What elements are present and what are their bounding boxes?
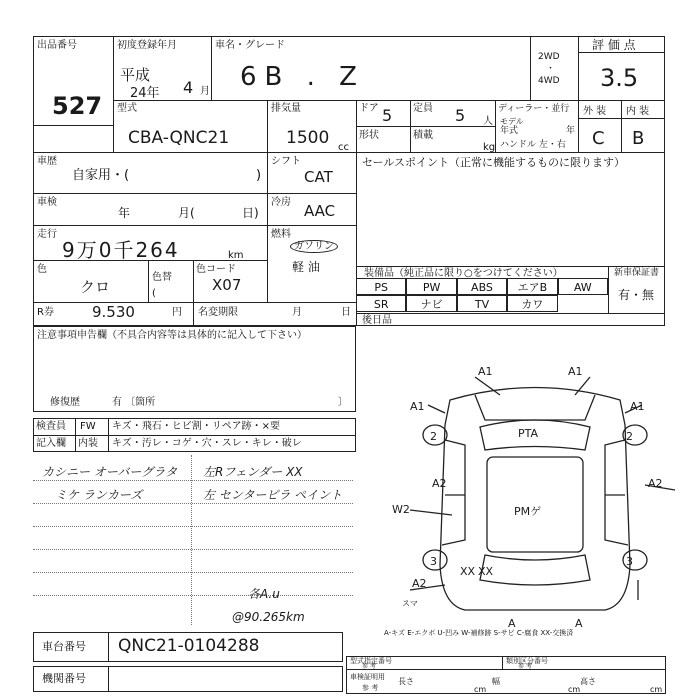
cert-label: 車検証明用	[350, 673, 385, 681]
divider	[33, 302, 356, 303]
model-label: 型式	[117, 103, 137, 114]
doors-label: ドア	[359, 103, 379, 114]
divider	[578, 52, 665, 53]
name-change-label: 名変期限	[198, 307, 238, 318]
inspection-year: 年	[118, 206, 131, 220]
first-reg-label: 初度登録年月	[117, 40, 177, 51]
divider	[502, 656, 503, 669]
divider	[621, 100, 622, 152]
repaint-label: 色替	[152, 272, 172, 283]
kg-unit: kg	[483, 142, 496, 153]
equipment-item: SR	[356, 295, 406, 312]
cc-unit: cc	[338, 142, 349, 153]
recycle-value: 9.530	[92, 303, 135, 321]
inspector-label: 検査員	[36, 421, 66, 432]
damage-mark: PMゲ	[514, 505, 542, 518]
equipment-item: AW	[558, 278, 608, 295]
divider	[148, 260, 149, 302]
person-unit: 人	[483, 116, 493, 127]
length-cm: cm	[474, 685, 487, 694]
fuel-gas: ガソリン	[290, 240, 338, 253]
history-paren: )	[256, 168, 262, 183]
damage-mark: A1	[568, 365, 583, 378]
carname-label: 車名・グレード	[215, 40, 285, 51]
sales-point-label: セールスポイント（正常に機能するものに限ります）	[362, 156, 626, 169]
divider	[113, 36, 114, 152]
class-label: 類別区分番号	[506, 657, 548, 665]
cert-ref: 参 考	[362, 684, 379, 692]
divider	[193, 260, 194, 302]
comment-6: @90.265km	[232, 610, 305, 624]
damage-mark: A1	[630, 400, 645, 413]
divider	[578, 118, 665, 119]
repair-value: 有 〔箇所	[112, 397, 156, 408]
exterior-grade: C	[592, 128, 605, 149]
divider	[346, 669, 666, 670]
chassis-label: 車台番号	[42, 640, 86, 653]
damage-legend: A-キズ E-エクボ U-凹み W-補修跡 S-サビ C-腐食 XX-交換済	[384, 629, 574, 637]
interior-label: 内 装	[626, 106, 650, 117]
model-year-label2: 年式	[500, 126, 519, 136]
divider	[33, 125, 113, 126]
damage-mark: XX	[460, 565, 476, 578]
comment-4: 左 センターピラ ペイント	[203, 488, 343, 502]
damage-mark: A2	[432, 477, 447, 490]
comment-1: カシニー オーバーグラタ	[42, 465, 178, 479]
reg-month: 4	[183, 78, 194, 97]
divider	[75, 418, 76, 452]
entry-label: 記入欄	[36, 438, 66, 449]
divider	[578, 36, 579, 152]
damage-mark: W2	[392, 503, 410, 516]
comment-line	[33, 480, 353, 481]
length-label: 長さ	[398, 677, 414, 686]
comment-5: 各A.u	[248, 587, 280, 601]
divider	[191, 455, 192, 625]
color-label: 色	[37, 264, 47, 275]
engine-label: 機関番号	[42, 672, 86, 685]
inspection-month: 月(	[178, 206, 195, 220]
repaint-paren: (	[152, 288, 156, 299]
damage-mark: A	[508, 617, 516, 630]
ac-value: AAC	[304, 202, 336, 220]
equipment-item: ナビ	[406, 295, 456, 312]
name-change-month: 月	[292, 307, 302, 318]
divider	[33, 435, 356, 436]
comment-line	[33, 572, 353, 573]
date-label: 後日品	[362, 315, 392, 326]
damage-mark: 2	[430, 430, 437, 443]
diagram-small-label: スマ	[402, 599, 418, 608]
divider	[211, 36, 212, 100]
shift-label: シフト	[271, 156, 301, 167]
disp-label: 排気量	[271, 103, 301, 114]
car-diagram	[390, 365, 680, 630]
grade-label: 評 価 点	[592, 38, 636, 52]
recycle-label: R券	[37, 307, 54, 318]
model-value: CBA-QNC21	[128, 128, 230, 148]
divider	[530, 36, 531, 100]
equipment-item: PW	[406, 278, 456, 295]
equipment-item: TV	[457, 295, 507, 312]
comment-line	[33, 549, 353, 550]
seats-label: 定員	[413, 103, 433, 114]
shape-label: 形状	[359, 130, 379, 141]
equipment-item: ABS	[457, 278, 507, 295]
doors-value: 5	[382, 106, 393, 125]
equipment-label: 装備品（純正品に限り○をつけてください）	[364, 268, 563, 279]
equipment-item: エアB	[507, 278, 557, 295]
damage-mark: A2	[648, 477, 663, 490]
dealer-label: ディーラー・並行	[498, 104, 570, 114]
divider	[495, 100, 496, 152]
interior-grade: B	[632, 128, 645, 149]
height-label: 高さ	[580, 677, 596, 686]
fuel-label: 燃料	[271, 229, 291, 240]
grade-value: 3.5	[600, 64, 639, 92]
drive-dot: ・	[546, 64, 556, 74]
comment-line	[33, 595, 353, 596]
equipment-item: カワ	[507, 295, 557, 312]
divider	[356, 313, 665, 314]
divider	[33, 152, 665, 153]
colorcode-value: X07	[212, 276, 242, 294]
divider	[108, 632, 109, 662]
month-unit: 月	[200, 86, 210, 97]
history-label: 車歴	[37, 156, 57, 167]
seats-value: 5	[455, 106, 466, 125]
comment-2: ミケ ランカーズ	[55, 488, 143, 502]
load-label: 積載	[413, 130, 433, 141]
warranty-label: 新車保証書	[614, 268, 660, 278]
repair-label: 修復歴	[50, 397, 80, 408]
comment-line	[33, 526, 353, 527]
ac-label: 冷房	[271, 197, 291, 208]
interior-check-label: 内装	[78, 438, 98, 449]
mileage-value: 9万0千264	[62, 238, 180, 262]
repair-bracket: 〕	[338, 397, 348, 408]
disp-value: 1500	[286, 128, 330, 148]
shift-value: CAT	[304, 168, 333, 186]
class-ref: 参 考	[518, 663, 532, 670]
inspector-row2: キズ・汚レ・コゲ・穴・スレ・キレ・破レ	[112, 438, 302, 449]
chassis-value: QNC21-0104288	[118, 636, 260, 656]
divider	[193, 302, 194, 326]
fw-label: FW	[80, 421, 96, 432]
equipment-item: PS	[356, 278, 406, 295]
drive-4wd: 4WD	[538, 76, 560, 86]
fuel-diesel: 軽 油	[292, 260, 320, 274]
damage-mark: A1	[478, 365, 493, 378]
divider	[267, 225, 356, 226]
divider	[356, 266, 665, 267]
era: 平成	[120, 66, 151, 84]
handle-label: ハンドル 左・右	[500, 140, 566, 150]
history-value: 自家用・(	[72, 168, 130, 183]
inspection-label: 車検	[37, 197, 57, 208]
divider	[33, 193, 267, 194]
name-change-day: 日	[341, 307, 351, 318]
divider	[108, 418, 109, 452]
damage-mark: XX	[478, 565, 494, 578]
lot-label: 出品番号	[37, 40, 77, 51]
divider	[108, 666, 109, 692]
warranty-value: 有・無	[618, 288, 655, 302]
divider	[113, 100, 665, 101]
recycle-yen: 円	[172, 307, 182, 318]
km-unit: km	[228, 250, 244, 261]
comment-3: 左Rフェンダー XX	[203, 465, 303, 479]
width-label: 幅	[492, 677, 500, 686]
comment-line	[33, 503, 353, 504]
colorcode-label: 色コード	[196, 264, 236, 275]
lot-number: 527	[52, 92, 103, 120]
reg-year: 24年	[130, 86, 160, 101]
damage-mark: 2	[626, 430, 633, 443]
inspector-row1: キズ・飛石・ヒビ割・リペア跡・×要	[112, 421, 280, 432]
height-cm: cm	[650, 685, 663, 694]
damage-mark: A	[575, 617, 583, 630]
divider	[33, 225, 267, 226]
divider	[356, 126, 495, 127]
width-cm: cm	[568, 685, 581, 694]
divider	[267, 193, 356, 194]
designation-label: 型式指定番号	[350, 657, 392, 665]
color-value: クロ	[80, 278, 111, 296]
model-year-label: モデル	[500, 117, 524, 126]
designation-ref: 参 考	[362, 663, 376, 670]
mileage-label: 走行	[37, 229, 57, 240]
damage-mark: A2	[412, 577, 427, 590]
damage-mark: 3	[626, 555, 633, 568]
divider	[608, 266, 609, 313]
exterior-label: 外 装	[583, 106, 607, 117]
damage-mark: PTA	[518, 427, 539, 440]
damage-mark: 3	[430, 555, 437, 568]
divider	[267, 100, 268, 152]
carname: 6B . Z	[240, 62, 365, 92]
year-unit: 年	[566, 126, 576, 136]
inspection-day: 日)	[242, 206, 259, 220]
drive-2wd: 2WD	[538, 52, 560, 62]
notes-label: 注意事項申告欄（不具合内容等は具体的に記入して下さい）	[37, 330, 307, 341]
divider	[267, 152, 268, 302]
damage-mark: A1	[410, 400, 425, 413]
